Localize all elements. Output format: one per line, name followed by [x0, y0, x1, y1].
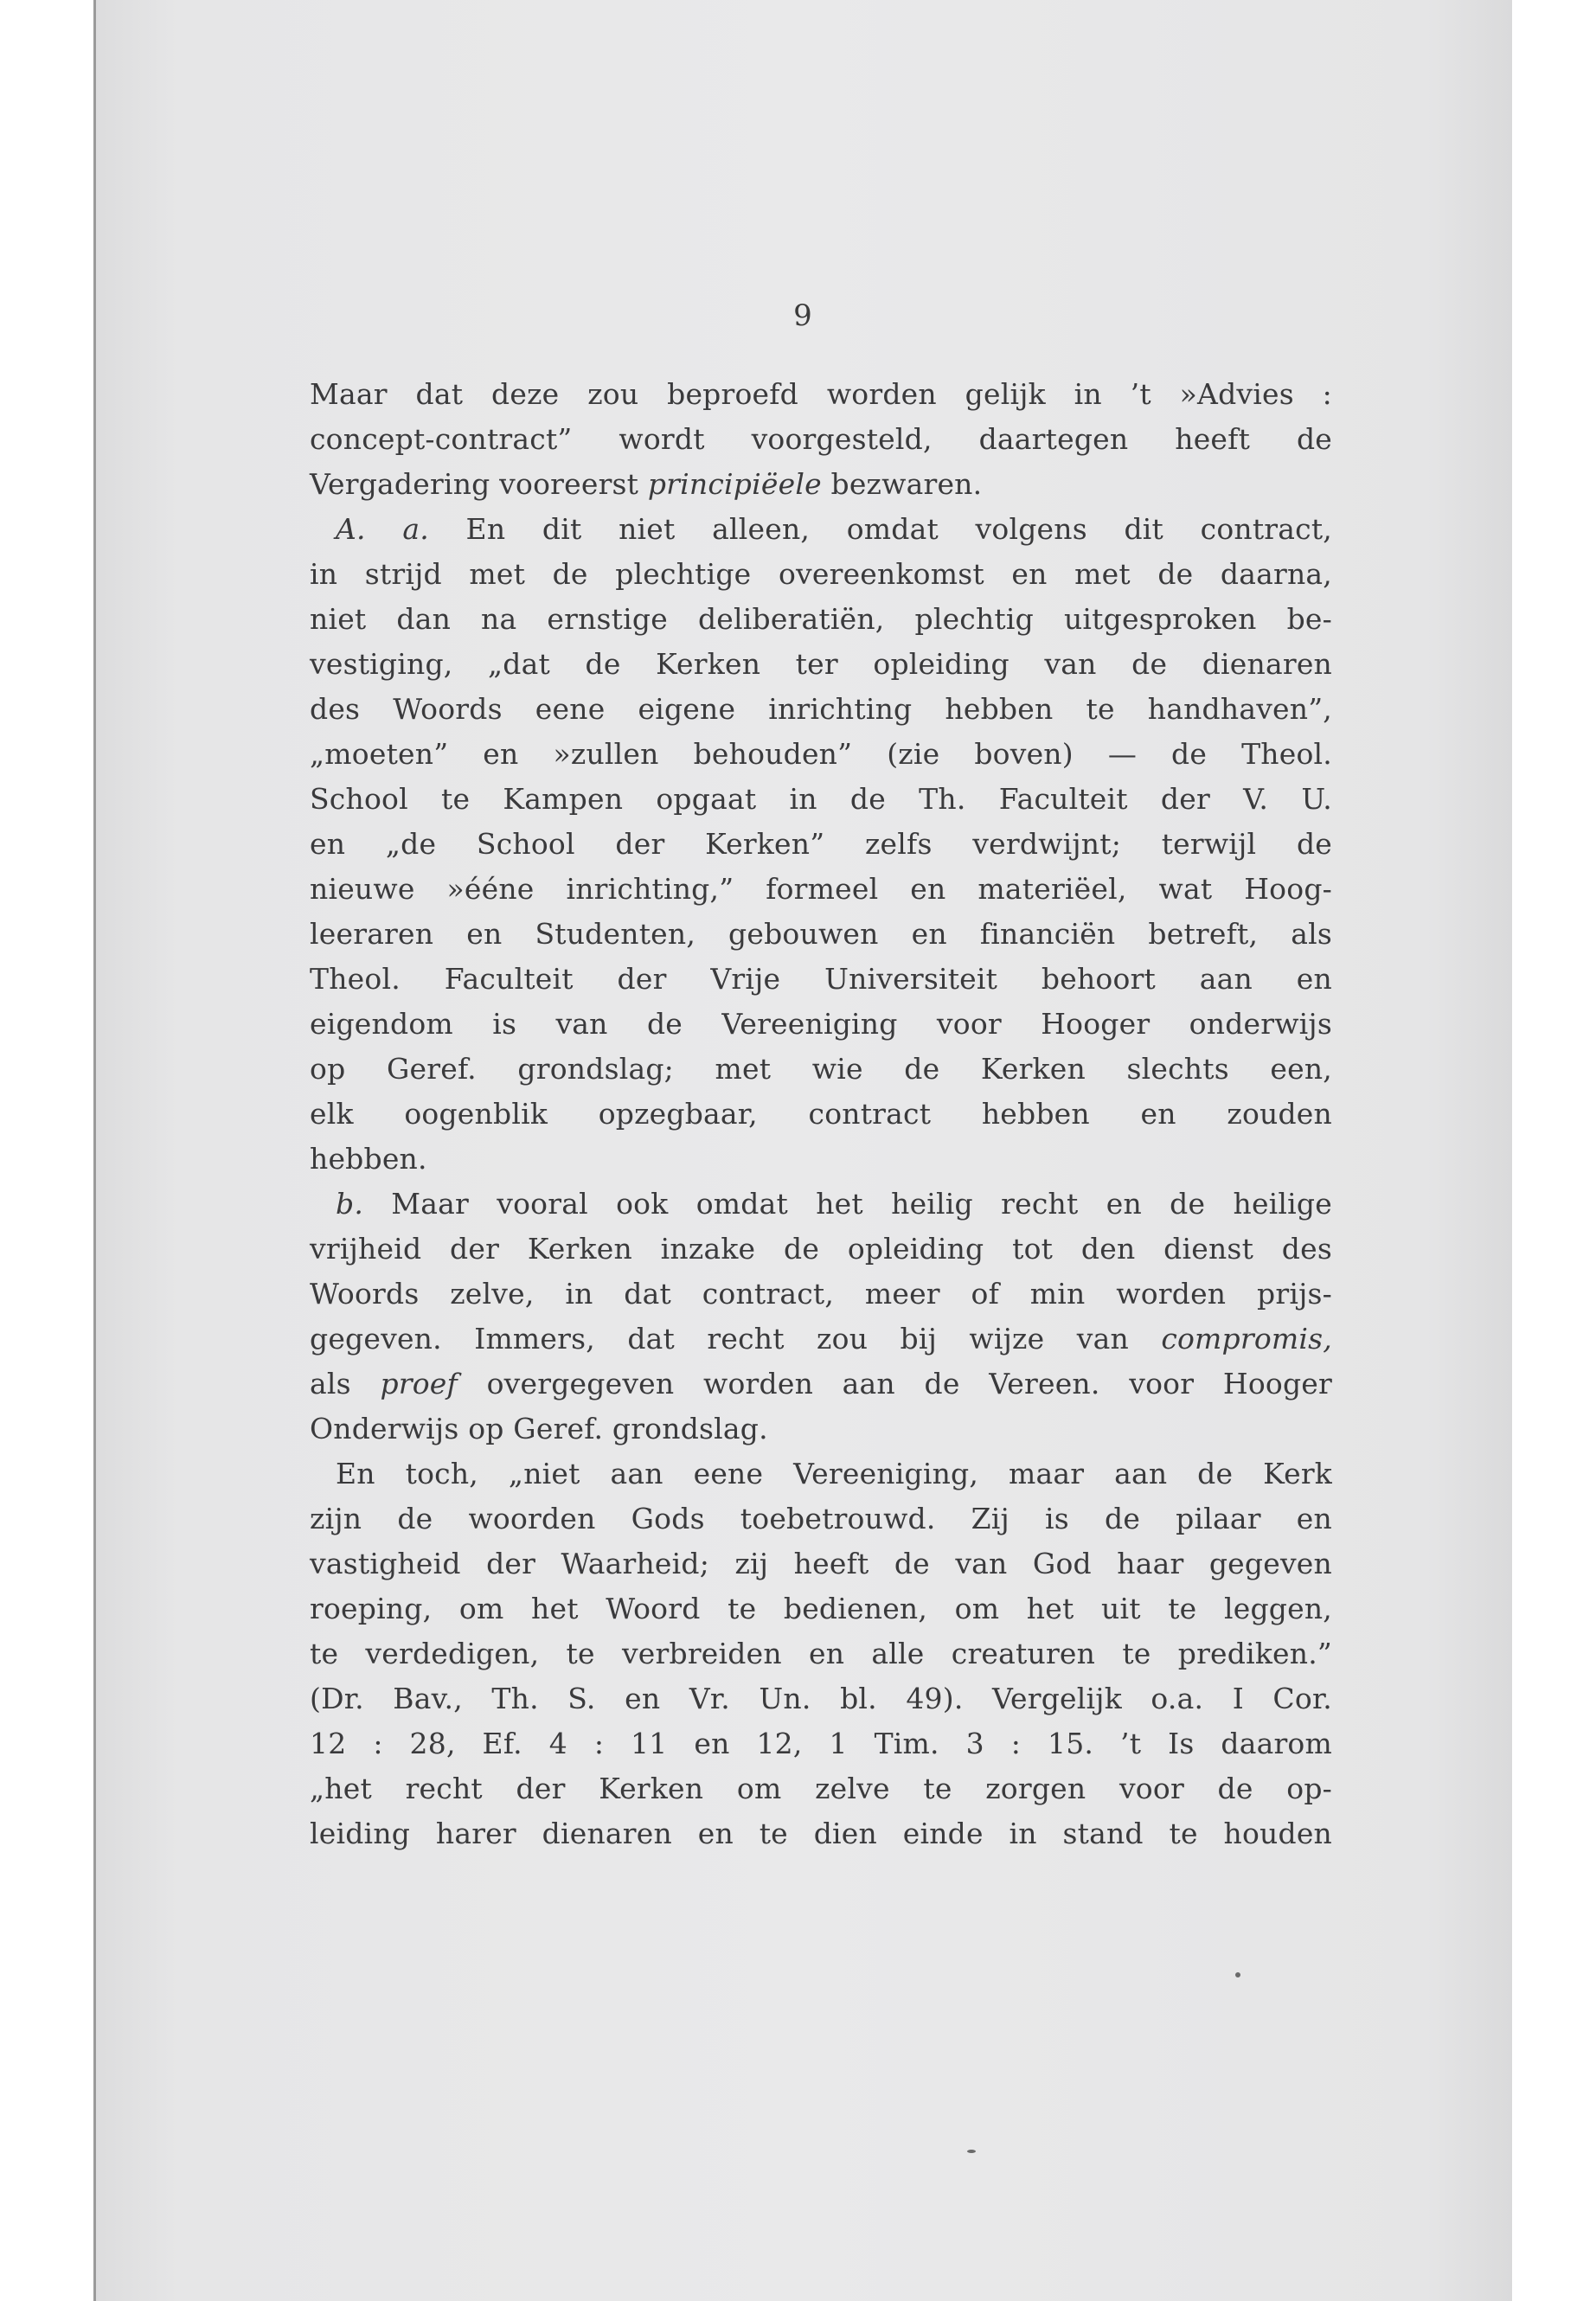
text-line: zijn de woorden Gods toebetrouwd. Zij is de pilaar en: [310, 1502, 1332, 1535]
text-line: als proef overgegeven worden aan de Vereen. voor Hooger: [310, 1367, 1332, 1400]
text-line: hebben.: [310, 1142, 427, 1176]
text-line: „het recht der Kerken om zelve te zorgen voor de op-: [310, 1772, 1332, 1805]
text-line: te verdedigen, te verbreiden en alle creaturen te prediken.”: [310, 1637, 1332, 1670]
paper-speck: [1235, 1972, 1240, 1977]
text-line: Woords zelve, in dat contract, meer of min worden prijs-: [310, 1277, 1332, 1311]
text-line: elk oogenblik opzegbaar, contract hebben en zouden: [310, 1097, 1332, 1131]
text-line: Maar dat deze zou beproefd worden gelijk in ’t »Advies :: [310, 377, 1332, 411]
body-text: [310, 372, 1332, 1856]
document-page: [93, 0, 1512, 2301]
text-line: in strijd met de plechtige overeenkomst en met de daarna,: [310, 557, 1332, 591]
text-line: op Geref. grondslag; met wie de Kerken slechts een,: [310, 1052, 1332, 1086]
text-line: vastigheid der Waarheid; zij heeft de van God haar gegeven: [310, 1547, 1332, 1580]
text-line: concept-contract” wordt voorgesteld, daartegen heeft de: [310, 422, 1332, 456]
text-line: vrijheid der Kerken inzake de opleiding tot den dienst des: [310, 1232, 1332, 1266]
text-line: nieuwe »ééne inrichting,” formeel en materiëel, wat Hoog-: [310, 872, 1332, 906]
text-line: gegeven. Immers, dat recht zou bij wijze van compromis,: [310, 1322, 1332, 1356]
text-line: leiding harer dienaren en te dien einde in stand te houden: [310, 1817, 1332, 1850]
text-line: (Dr. Bav., Th. S. en Vr. Un. bl. 49). Vergelijk o.a. I Cor.: [310, 1682, 1332, 1715]
paper-speck: [967, 2150, 976, 2153]
text-line: En toch, „niet aan eene Vereeniging, maar aan de Kerk: [336, 1457, 1332, 1490]
text-line: School te Kampen opgaat in de Th. Faculteit der V. U.: [310, 782, 1332, 816]
text-line: niet dan na ernstige deliberatiën, plechtig uitgesproken be-: [310, 602, 1332, 636]
page-number: 9: [793, 298, 812, 333]
text-line: vestiging, „dat de Kerken ter opleiding van de dienaren: [310, 647, 1332, 681]
text-line: „moeten” en »zullen behouden” (zie boven) — de Theol.: [310, 737, 1332, 771]
text-line: leeraren en Studenten, gebouwen en financiën betreft, als: [310, 917, 1332, 951]
text-line: eigendom is van de Vereeniging voor Hooger onderwijs: [310, 1007, 1332, 1041]
text-line: b. Maar vooral ook omdat het heilig recht en de heilige: [336, 1187, 1332, 1221]
text-line: en „de School der Kerken” zelfs verdwijnt; terwijl de: [310, 827, 1332, 861]
text-line: Vergadering vooreerst principiëele bezwaren.: [310, 467, 983, 501]
text-line: Onderwijs op Geref. grondslag.: [310, 1412, 768, 1445]
text-line: A. a. En dit niet alleen, omdat volgens dit contract,: [336, 512, 1332, 546]
text-line: des Woords eene eigene inrichting hebben te handhaven”,: [310, 692, 1332, 726]
text-line: Theol. Faculteit der Vrije Universiteit behoort aan en: [310, 962, 1332, 996]
text-line: roeping, om het Woord te bedienen, om het uit te leggen,: [310, 1592, 1332, 1625]
text-line: 12 : 28, Ef. 4 : 11 en 12, 1 Tim. 3 : 15. ’t Is daarom: [310, 1727, 1332, 1760]
